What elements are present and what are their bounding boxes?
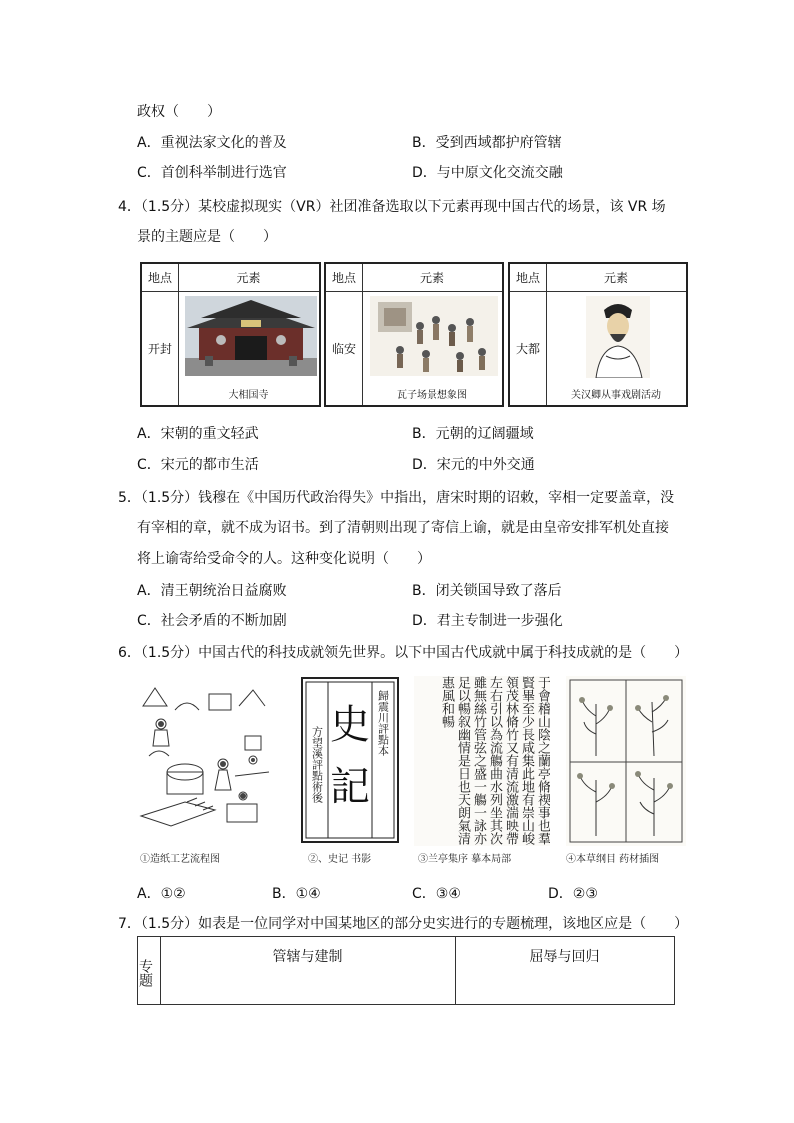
q6-option-b[interactable]: B．①④ [272,886,321,902]
vr-table-linan [324,262,504,407]
q3-option-c[interactable]: C．首创科举制进行选官 [137,165,287,181]
q5-option-a[interactable]: A．清王朝统治日益腐败 [137,583,287,599]
q6-option-d[interactable]: D．②③ [548,886,598,902]
q5-option-b[interactable]: B．闭关锁国导致了落后 [412,583,562,599]
q4-option-c[interactable]: C．宋元的都市生活 [137,457,259,473]
q4-option-d[interactable]: D．宋元的中外交通 [412,457,535,473]
q5-stem-line2: 有宰相的章，就不成为诏书。到了清朝则出现了寄信上谕，就是由皇帝安排军机处直接 [137,520,669,536]
vr-table-caption: 瓦子场景想象图 [397,390,467,401]
q6-option-c[interactable]: C．③④ [412,886,461,902]
vr-table-header-element: 元素 [236,271,261,285]
vr-table-place: 临安 [331,342,356,356]
q3-option-b[interactable]: B．受到西域都护府管辖 [412,135,562,151]
q6-caption-3: ③兰亭集序 摹本局部 [418,854,512,865]
q3-option-a[interactable]: A．重视法家文化的普及 [137,135,287,151]
q7-col-humiliation-return: 屈辱与回归 [529,949,600,965]
q6-caption-2: ②、史记 书影 [308,854,372,865]
book-title-char-2: 記 [330,764,370,810]
vr-table-caption: 关汉卿从事戏剧活动 [571,390,661,401]
q3-option-d[interactable]: D．与中原文化交流交融 [412,165,563,181]
vr-table-header-place: 地点 [147,271,172,285]
lanting-calligraphy [414,676,550,846]
q6-caption-1: ①造纸工艺流程图 [140,854,220,865]
book-title-char-1: 史 [330,702,370,748]
q6-caption-4: ④本草纲目 药材插图 [566,854,660,865]
vr-table-header-element: 元素 [419,271,444,285]
vr-table-header-element: 元素 [603,271,628,285]
q3-stem-tail: 政权（ ） [137,104,221,120]
temple-photo [185,296,317,376]
q4-stem-line1: 4．（1.5分）某校虚拟现实（VR）社团准备选取以下元素再现中国古代的场景，该 VR 场 [118,199,666,215]
q6-stem-line1: 6．（1.5分）中国古代的科技成就领先世界。以下中国古代成就中属于科技成就的是（ ） [118,645,689,661]
vr-table-caption: 大相国寺 [228,390,269,401]
q7-col-topic: 专题 [137,959,153,987]
vr-table-place: 大都 [515,342,540,356]
q5-option-d[interactable]: D．君主专制进一步强化 [412,613,563,629]
q6-option-a[interactable]: A．①② [137,886,186,902]
vr-table-header-place: 地点 [331,271,356,285]
q7-table [137,936,675,1005]
q4-option-b[interactable]: B．元朝的辽阔疆域 [412,426,534,442]
vr-table-kaifeng [140,262,321,407]
q7-col-jurisdiction: 管辖与建制 [272,949,343,965]
q5-option-c[interactable]: C．社会矛盾的不断加剧 [137,613,287,629]
vr-table-dadu [508,262,688,407]
q5-stem-line3: 将上谕寄给受命令的人。这种变化说明（ ） [137,551,431,567]
vr-table-place: 开封 [147,342,172,356]
book-side-left: 方望溪評點術後 [310,726,324,803]
q4-option-a[interactable]: A．宋朝的重文轻武 [137,426,259,442]
vr-table-header-place: 地点 [515,271,540,285]
papermaking-process-drawing [135,676,275,846]
wazi-scene-drawing [370,296,498,376]
book-side-right: 歸震川評點本 [376,690,390,756]
shiji-book-cover [300,676,400,846]
q7-stem-line1: 7．（1.5分）如表是一位同学对中国某地区的部分史实进行的专题梳理，该地区应是（ ） [118,916,689,932]
calligraphy-text: 于會稽山陰之蘭亭脩禊事也羣賢畢至少長咸集此地有崇山峻領茂林脩竹又有清流激湍映帶左右引以為流觴曲水列坐其次雖無絲竹管弦之盛一觴一詠亦足以暢叙幽情是日也天朗氣清惠風和暢 [439,676,550,845]
q5-stem-line1: 5．（1.5分）钱穆在《中国历代政治得失》中指出，唐宋时期的诏敕，宰相一定要盖章，没 [118,490,675,506]
q4-stem-line2: 景的主题应是（ ） [137,229,277,245]
herb-illustration [566,676,686,846]
guan-hanqing-portrait [586,296,650,378]
